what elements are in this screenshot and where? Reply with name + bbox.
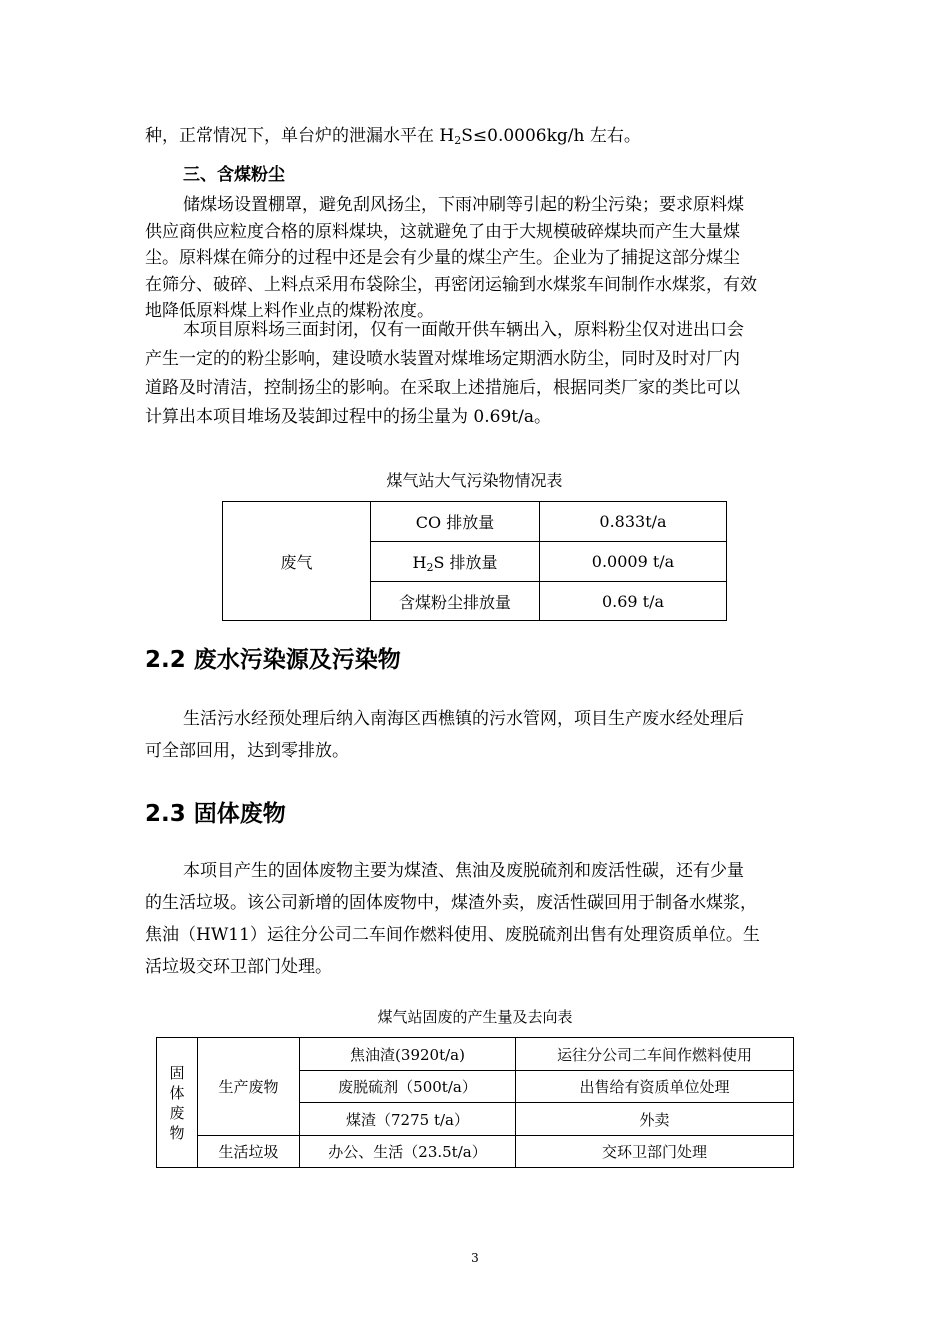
category-char: 固 [169, 1063, 185, 1082]
category-char: 物 [169, 1123, 185, 1142]
text-line: 储煤场设置棚罩，避免刮风扬尘，下雨冲刷等引起的粉尘污染；要求原料煤 [183, 195, 744, 215]
category-cell [157, 1038, 198, 1168]
table-row [223, 502, 727, 542]
item-cell: 含煤粉尘排放量 [371, 582, 540, 621]
page-number: 3 [471, 1251, 479, 1265]
table1-caption: 煤气站大气污染物情况表 [386, 471, 563, 490]
category-char: 体 [169, 1083, 185, 1102]
item-cell: 煤渣（7275 t/a） [300, 1103, 516, 1136]
paragraph-dust-control [145, 192, 810, 325]
text-line: 产生一定的的粉尘影响，建设喷水装置对煤堆场定期洒水防尘，同时及时对厂内 [145, 349, 740, 369]
text-line: 供应商供应粒度合格的原料煤块，这就避免了由于大规模破碎煤块而产生大量煤 [145, 221, 740, 242]
text-line: 尘。原料煤在筛分的过程中还是会有少量的煤尘产生。企业为了捕捉这部分煤尘 [145, 248, 740, 268]
text-line: 种，正常情况下，单台炉的泄漏水平在 $H_2S\le 0.0006kg/h$ 左右。 [145, 126, 641, 147]
value-cell: 0.0009 t/a [540, 542, 727, 582]
text-line: 焦油（HW11）运往分公司二车间作燃料使用、废脱硫剂出售有处理资质单位。生 [145, 925, 760, 945]
destination-cell: 出售给有资质单位处理 [516, 1071, 794, 1103]
paragraph-wastewater [145, 703, 810, 767]
text-line: 地降低原料煤上料作业点的煤粉浓度。 [145, 301, 434, 321]
category-char: 废 [169, 1103, 185, 1122]
text-line: 可全部回用，达到零排放。 [145, 741, 349, 761]
subsection-title: 三、含煤粉尘 [183, 165, 285, 185]
category-cell: 废气 [223, 502, 371, 621]
text-line: 本项目原料场三面封闭，仅有一面敞开供车辆出入，原料粉尘仅对进出口会 [183, 320, 744, 340]
text-line: 本项目产生的固体废物主要为煤渣、焦油及废脱硫剂和废活性碳，还有少量 [183, 861, 744, 881]
air-pollutant-table [222, 501, 727, 621]
value-cell: 0.833t/a [540, 502, 727, 542]
solid-waste-table [156, 1037, 794, 1168]
paragraph-solid-waste [145, 855, 810, 983]
table-row [157, 1038, 794, 1071]
text-line: 在筛分、破碎、上料点采用布袋除尘，再密闭运输到水煤浆车间制作水煤浆，有效 [145, 274, 757, 295]
text-line: 道路及时清洁，控制扬尘的影响。在采取上述措施后，根据同类厂家的类比可以 [145, 378, 740, 398]
destination-cell: 交环卫部门处理 [516, 1136, 794, 1168]
item-cell: CO 排放量 [371, 502, 540, 542]
item-cell: 废脱硫剂（500t/a） [300, 1071, 516, 1103]
text-line: 生活污水经预处理后纳入南海区西樵镇的污水管网，项目生产废水经处理后 [183, 709, 744, 729]
text-line: 计算出本项目堆场及装卸过程中的扬尘量为 0.69t/a。 [145, 407, 551, 427]
section-heading-2-3: 2.3 固体废物 [145, 801, 286, 827]
destination-cell: 运往分公司二车间作燃料使用 [516, 1038, 794, 1071]
item-cell: 办公、生活（23.5t/a） [300, 1136, 516, 1168]
text-line: 活垃圾交环卫部门处理。 [145, 957, 332, 977]
group-cell: 生产废物 [198, 1038, 300, 1136]
destination-cell: 外卖 [516, 1103, 794, 1136]
group-cell: 生活垃圾 [198, 1136, 300, 1168]
value-cell: 0.69 t/a [540, 582, 727, 621]
item-cell: 焦油渣(3920t/a) [300, 1038, 516, 1071]
paragraph-intro [145, 121, 810, 151]
text-line: 的生活垃圾。该公司新增的固体废物中，煤渣外卖，废活性碳回用于制备水煤浆， [145, 893, 757, 913]
table2-caption: 煤气站固废的产生量及去向表 [377, 1008, 573, 1026]
table-row [157, 1136, 794, 1168]
paragraph-dust-emission [145, 316, 810, 432]
item-cell: $H_2S$ 排放量 [371, 542, 540, 582]
section-heading-2-2: 2.2 废水污染源及污染物 [145, 647, 401, 673]
